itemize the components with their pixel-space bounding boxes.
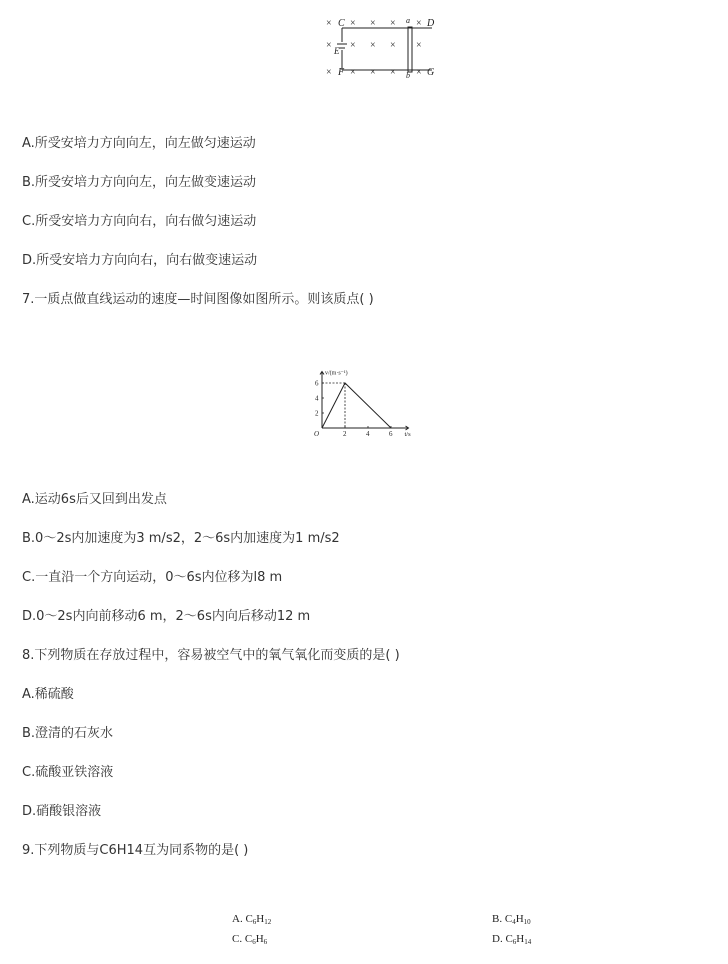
field-cross: ×	[416, 18, 422, 29]
label-f: F	[338, 67, 345, 78]
field-cross: ×	[416, 40, 422, 51]
velocity-series-line	[322, 383, 391, 428]
y-tick-label: 6	[315, 379, 319, 388]
field-cross: ×	[350, 18, 356, 29]
q9-option-b: B. $C_4H_{10}$	[492, 913, 531, 926]
q8-option-c: C.硫酸亚铁溶液	[22, 765, 114, 780]
q8-option-a: A.稀硫酸	[22, 687, 74, 702]
x-axis-label: t/s	[404, 431, 411, 438]
q7-option-d: D.0～2s内向前移动6 m，2～6s内向后移动12 m	[22, 609, 311, 624]
field-cross: ×	[390, 40, 396, 51]
field-cross: ×	[390, 18, 396, 29]
y-tick-label: 4	[315, 394, 319, 403]
y-tick-label: 2	[315, 409, 319, 418]
x-tick-label: 6	[389, 430, 393, 438]
label-c: C	[338, 18, 345, 29]
field-cross: ×	[370, 18, 376, 29]
q9-stem: 9.下列物质与C6H14互为同系物的是( )	[22, 843, 249, 858]
field-cross: ×	[390, 67, 396, 78]
q7-stem: 7.一质点做直线运动的速度—时间图像如图所示。则该质点( )	[22, 292, 374, 307]
q6-option-d: D.所受安培力方向向右，向右做变速运动	[22, 253, 258, 268]
label-b: b	[406, 71, 410, 80]
field-cross: ×	[326, 40, 332, 51]
field-cross: ×	[370, 67, 376, 78]
field-cross: ×	[370, 40, 376, 51]
label-e: E	[334, 46, 340, 56]
q6-option-c: C.所受安培力方向向右，向右做匀速运动	[22, 214, 257, 229]
q7-option-b: B.0～2s内加速度为3 m/s2，2～6s内加速度为1 m/s2	[22, 531, 340, 546]
velocity-time-chart	[312, 364, 416, 440]
x-tick-label: 2	[343, 430, 347, 438]
rod-ab	[408, 27, 412, 72]
field-cross: ×	[350, 67, 356, 78]
y-axis-label: v/(m·s⁻¹)	[325, 370, 348, 377]
field-cross: ×	[326, 67, 332, 78]
q9-option-c: C. $C_6H_6$	[232, 933, 268, 946]
q8-stem: 8.下列物质在存放过程中，容易被空气中的氧气氧化而变质的是( )	[22, 648, 400, 663]
field-cross: ×	[416, 67, 422, 78]
x-tick-label: 4	[366, 430, 370, 438]
q7-option-a: A.运动6s后又回到出发点	[22, 492, 167, 507]
q9-option-a: A. $C_6H_{12}$	[232, 913, 272, 926]
magnetic-field-figure	[320, 14, 442, 80]
label-g: G	[427, 67, 435, 78]
q7-option-c: C.一直沿一个方向运动，0～6s内位移为l8 m	[22, 570, 283, 585]
q6-option-b: B.所受安培力方向向左，向左做变速运动	[22, 175, 257, 190]
field-cross: ×	[350, 40, 356, 51]
label-d: D	[427, 18, 435, 29]
q8-option-b: B.澄清的石灰水	[22, 726, 114, 741]
q8-option-d: D.硝酸银溶液	[22, 804, 102, 819]
field-cross: ×	[326, 18, 332, 29]
q9-option-d: D. $C_6H_{14}$	[492, 933, 532, 946]
origin-label: O	[314, 430, 320, 438]
q6-option-a: A.所受安培力方向向左，向左做匀速运动	[22, 136, 256, 151]
label-a: a	[406, 16, 410, 25]
